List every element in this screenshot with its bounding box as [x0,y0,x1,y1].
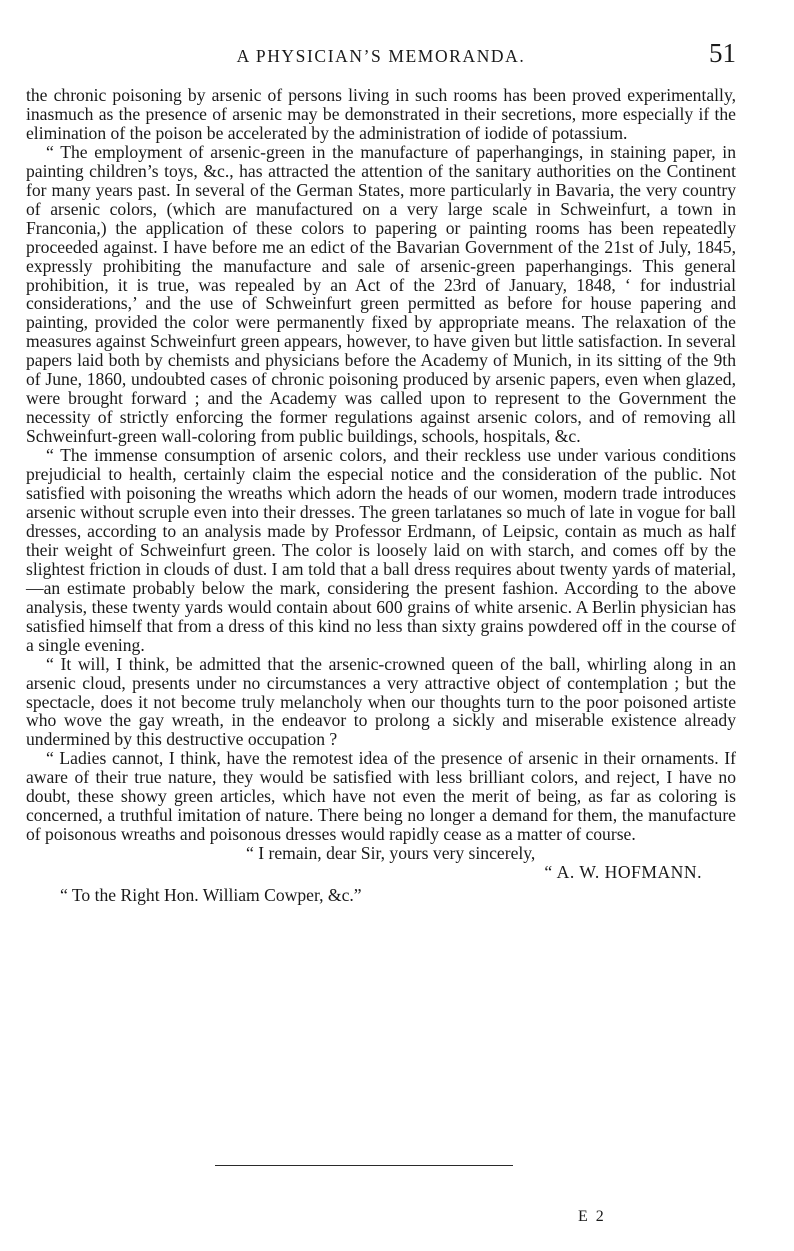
document-page [26,40,736,905]
paragraph-5: “ Ladies cannot, I think, have the remotest idea of the presence of arsenic in their ornaments. If aware of their true nature, they would be satisfied with less brilliant colors, and reject, I have no doubt, these showy green articles, which have not even the merit of being, as far as coloring is concerned, a truthful imitation of nature. There being no longer a demand for them, the manufacture of poisonous wreaths and poisonous dresses would rapidly cease as a matter of course. [26,748,736,845]
closing-signature: “ A. W. HOFMANN. [544,862,702,883]
running-header [26,40,736,70]
body-text [26,86,736,844]
paragraph-3: “ The immense consumption of arsenic colors, and their reckless use under various conditions prejudicial to health, certainly claim the especial notice and the consideration of the public. Not satisfied with poisoning the wreaths which adorn the heads of our women, modern trade introduces arsenic without scruple even into their dresses. The green tarlatanes so much of late in vogue for ball dresses, according to an analysis made by Professor Erdmann, of Leipsic, contain as much as half their weight of Schweinfurt green. The color is loosely laid on with starch, and comes off by the slightest friction in clouds of dust. I am told that a ball dress requires about twenty yards of material,—an estimate probably below the mark, considering the present fashion. According to the above analysis, these twenty yards would contain about 600 grains of white arsenic. A Berlin physician has satisfied himself that from a dress of this kind no less than sixty grains powdered off in the course of a single evening. [26,445,736,655]
closing-salutation: “ I remain, dear Sir, yours very sincerely, [246,843,536,864]
letter-closing [26,844,736,905]
paragraph-1: the chronic poisoning by arsenic of persons living in such rooms has been proved experimentally, inasmuch as the presence of arsenic may be demonstrated in their secretions, more especially if the elimination of the poison be accelerated by the administration of iodide of potassium. [26,85,736,143]
page-number: 51 [709,38,736,68]
paragraph-2: “ The employment of arsenic-green in the manufacture of paperhangings, in staining paper, in painting children’s toys, &c., has attracted the attention of the sanitary authorities on the Continent for many years past. In several of the German States, more particularly in Bavaria, the very country of arsenic colors, (which are manufactured on a very large scale in Schweinfurt, a town in Franconia,) the application of these colors to papering or painting rooms has been repeatedly proceeded against. I have before me an edict of the Bavarian Government of the 21st of July, 1845, expressly prohibiting the manufacture and sale of arsenic-green paperhangings. This general prohibition, it is true, was repealed by an Act of the 23rd of January, 1848, ‘ for industrial considerations,’ and the use of Schweinfurt green permitted as before for house papering and painting, provided the color were permanently fixed by appropriate means. The relaxation of the measures against Schweinfurt green appears, however, to have given but little satisfaction. In several papers laid both by chemists and physicians before the Academy of Munich, in its sitting of the 9th of June, 1860, undoubted cases of chronic poisoning produced by arsenic papers, even when glazed, were brought forward ; and the Academy was called upon to represent to the Government the necessity of strictly enforcing the former regulations against arsenic colors, and of removing all Schweinfurt-green wall-coloring from public buildings, schools, hospitals, &c. [26,141,736,447]
closing-addressee: “ To the Right Hon. William Cowper, &c.” [60,885,362,906]
paragraph-4: “ It will, I think, be admitted that the arsenic-crowned queen of the ball, whirling along in an arsenic cloud, presents under no circumstances a very attractive object of contemplation ; but the spectacle, does it not become truly melancholy when our thoughts turn to the poor poisoned artiste who wove the gay wreath, in the endeavor to prolong a sickly and miserable existence already undermined by this destructive occupation ? [26,653,736,750]
running-title: A PHYSICIAN’S MEMORANDA. [236,46,526,66]
section-divider [215,1165,513,1166]
signature-mark: E 2 [578,1208,606,1225]
